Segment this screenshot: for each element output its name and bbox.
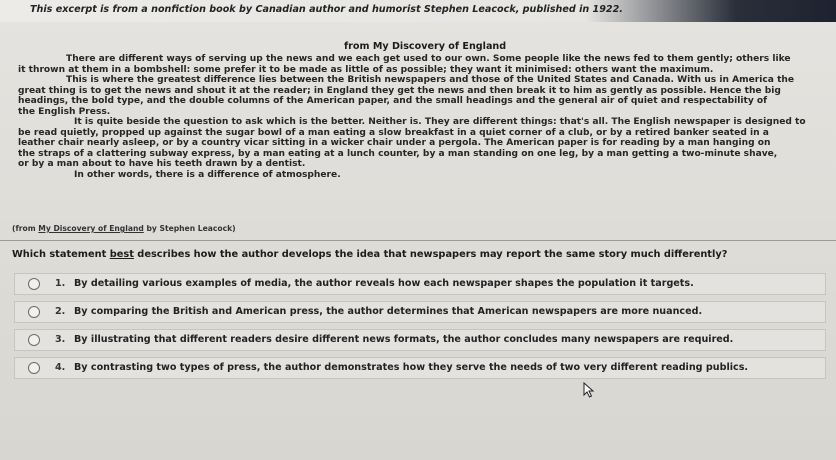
- passage-line: the straps of a clattering subway express, by a man eating at a lunch counter, by a man standing on one leg, by a man getting a two-minute shave,: [18, 148, 778, 159]
- answer-choice-1[interactable]: [14, 273, 826, 295]
- excerpt-intro: This excerpt is from a nonfiction book by Canadian author and humorist Stephen Leacock, published in 1922.: [30, 4, 623, 15]
- choice-text: By detailing various examples of media, the author reveals how each newspaper shapes the population it targets.: [74, 278, 694, 289]
- choice-text: By illustrating that different readers desire different news formats, the author concludes many newspapers are required.: [74, 334, 734, 345]
- citation-suffix: by Stephen Leacock): [143, 224, 236, 233]
- passage-source-title: from My Discovery of England: [344, 41, 507, 52]
- citation-title: My Discovery of England: [38, 224, 144, 233]
- passage-line: the English Press.: [18, 106, 111, 117]
- radio-button[interactable]: [28, 278, 40, 290]
- passage-line: it thrown at them in a bombshell: some prefer it to be made as little of as possible; they want it minimised: others want the maximum.: [18, 64, 714, 75]
- choice-number: 4.: [55, 362, 66, 373]
- top-banner: [0, 0, 836, 22]
- question-emphasis: best: [109, 249, 134, 260]
- question-prefix: Which statement: [12, 249, 110, 260]
- choice-number: 2.: [55, 306, 66, 317]
- passage-line: In other words, there is a difference of atmosphere.: [74, 169, 341, 180]
- radio-button[interactable]: [28, 306, 40, 318]
- passage-line: headings, the bold type, and the double columns of the American paper, and the small headings and the general air of quiet and respectability of: [18, 96, 768, 106]
- answer-choice-4[interactable]: [14, 357, 826, 379]
- passage-line: great thing is to get the news and shout it at the reader; in England they get the news and then break it to him as gently as possible. Hence the big: [18, 85, 781, 96]
- passage-text: [18, 54, 818, 180]
- citation-prefix: (from: [12, 224, 39, 233]
- passage-line: It is quite beside the question to ask which is the better. Neither is. They are different things: that's all. The English newspaper is designed to: [74, 117, 806, 127]
- choice-number: 1.: [55, 278, 66, 289]
- radio-button[interactable]: [28, 334, 40, 346]
- choice-number: 3.: [55, 334, 66, 345]
- passage-citation: [12, 224, 236, 233]
- passage-line: be read quietly, propped up against the sugar bowl of a man eating a slow breakfast in a quiet corner of a club, or by a retired banker seated in a: [18, 127, 769, 138]
- passage-line: or by a man about to have his teeth drawn by a dentist.: [18, 159, 306, 169]
- mouse-pointer-icon: [583, 382, 595, 402]
- passage-line: There are different ways of serving up the news and we each get used to our own. Some people like the news fed to them gently; others like: [66, 54, 791, 64]
- choice-text: By contrasting two types of press, the author demonstrates how they serve the needs of two very different reading publics.: [74, 362, 749, 373]
- divider: [0, 240, 836, 241]
- passage-line: leather chair nearly asleep, or by a country vicar sitting in a wicker chair under a pergola. The American paper is for reading by a man hanging on: [18, 138, 771, 148]
- question-stem: [12, 249, 727, 260]
- radio-button[interactable]: [28, 362, 40, 374]
- answer-choice-3[interactable]: [14, 329, 826, 351]
- passage-line: This is where the greatest difference lies between the British newspapers and those of the United States and Canada. With us in America the: [66, 75, 795, 85]
- question-suffix: describes how the author develops the idea that newspapers may report the same story much differently?: [133, 249, 728, 260]
- choice-text: By comparing the British and American press, the author determines that American newspapers are more nuanced.: [74, 306, 703, 317]
- answer-choice-2[interactable]: [14, 301, 826, 323]
